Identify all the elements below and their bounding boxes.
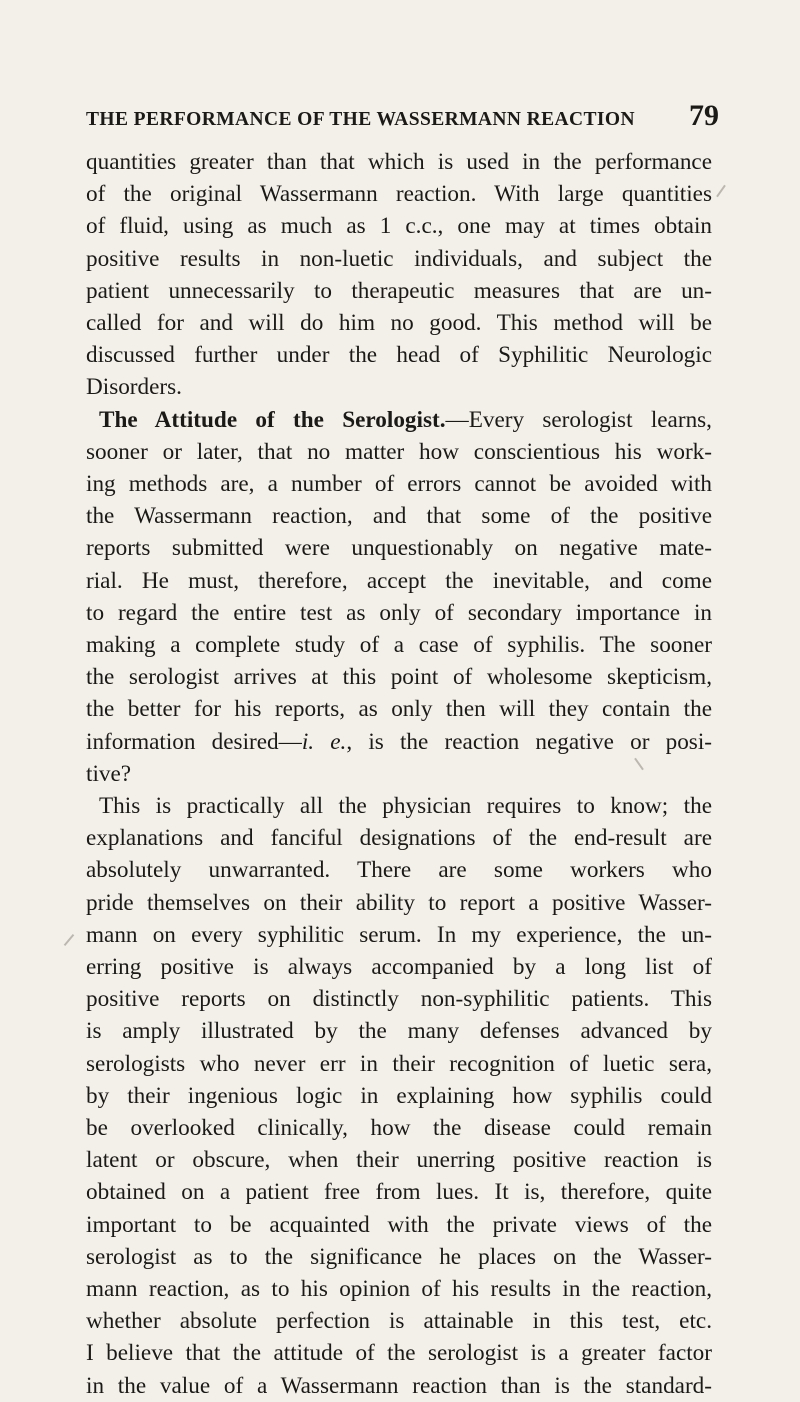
text-line: discussed further under the head of Syphilitic Neurologic — [86, 342, 712, 369]
text-line: whether absolute perfection is attainable in this test, etc. — [86, 1308, 712, 1335]
text-line: quantities greater than that which is used in the performance — [86, 149, 712, 175]
running-title: THE PERFORMANCE OF THE WASSERMANN REACTION — [86, 109, 635, 130]
text-line: called for and will do him no good. This method will be — [86, 310, 712, 336]
text-line: important to be acquainted with the private views of the — [86, 1211, 712, 1238]
text-line: sooner or later, that no matter how conscientious his work- — [86, 438, 712, 465]
text-line: patient unnecessarily to therapeutic measures that are un- — [86, 277, 712, 304]
text-line: explanations and fanciful designations of the end-result are — [86, 825, 712, 852]
text-line: the Wassermann reaction, and that some of the positive — [86, 503, 712, 530]
text-line: rial. He must, therefore, accept the inevitable, and come — [86, 567, 712, 594]
text-line: latent or obscure, when their unerring positive reaction is — [86, 1147, 712, 1174]
text-line: positive reports on distinctly non-syphilitic patients. This — [86, 986, 712, 1013]
text-line: pride themselves on their ability to report a positive Wasser- — [86, 889, 712, 916]
text-line: serologist as to the significance he places on the Wasser- — [86, 1243, 712, 1270]
text-line: making a complete study of a case of syphilis. The sooner — [86, 632, 712, 658]
margin-mark — [64, 934, 75, 946]
text-line: Disorders. — [86, 374, 182, 401]
text-line: in the value of a Wassermann reaction than is the standard- — [86, 1372, 712, 1399]
text-line: to regard the entire test as only of secondary importance in — [86, 599, 712, 626]
text-line: of the original Wassermann reaction. With large quantities — [86, 181, 712, 208]
text-line: erring positive is always accompanied by a long list of — [86, 954, 712, 980]
text-line: the better for his reports, as only then will they contain the — [86, 696, 712, 723]
text-line: the serologist arrives at this point of wholesome skepticism, — [86, 664, 712, 691]
text-line: tive? — [86, 760, 132, 787]
text-line: absolutely unwarranted. There are some workers who — [86, 857, 712, 884]
text-line: ing methods are, a number of errors cannot be avoided with — [86, 471, 712, 497]
text-line: serologists who never err in their recognition of luetic sera, — [86, 1050, 712, 1077]
text-line: is amply illustrated by the many defenses advanced by — [86, 1018, 712, 1045]
text-line: obtained on a patient free from lues. It is, therefore, quite — [86, 1179, 712, 1206]
running-header — [0, 99, 800, 139]
margin-mark — [716, 185, 726, 198]
text-line: of fluid, using as much as 1 c.c., one may at times obtain — [86, 213, 712, 240]
text-line: mann on every syphilitic serum. In my experience, the un- — [86, 921, 712, 948]
text-line: reports submitted were unquestionably on negative mate- — [86, 535, 712, 562]
text-line: mann reaction, as to his opinion of his results in the reaction, — [86, 1276, 712, 1302]
section-first-line — [99, 404, 712, 436]
text-line — [86, 726, 712, 758]
section-heading-continuation: —Every serologist learns, — [445, 406, 712, 433]
text-line: I believe that the attitude of the serologist is a greater factor — [86, 1340, 712, 1367]
text-line: positive results in non-luetic individuals, and subject the — [86, 245, 712, 272]
section-heading: The Attitude of the Serologist. — [99, 406, 446, 433]
text-line: This is practically all the physician requires to know; the — [99, 793, 712, 819]
ie-abbreviation: i. e. — [301, 728, 347, 755]
desired-text: information desired— — [86, 728, 302, 755]
page-number: 79 — [689, 99, 719, 132]
text-line: be overlooked clinically, how the disease could remain — [86, 1115, 712, 1141]
text-line: by their ingenious logic in explaining how syphilis could — [86, 1082, 712, 1109]
desired-text-continued: , is the reaction negative or posi- — [346, 728, 712, 755]
